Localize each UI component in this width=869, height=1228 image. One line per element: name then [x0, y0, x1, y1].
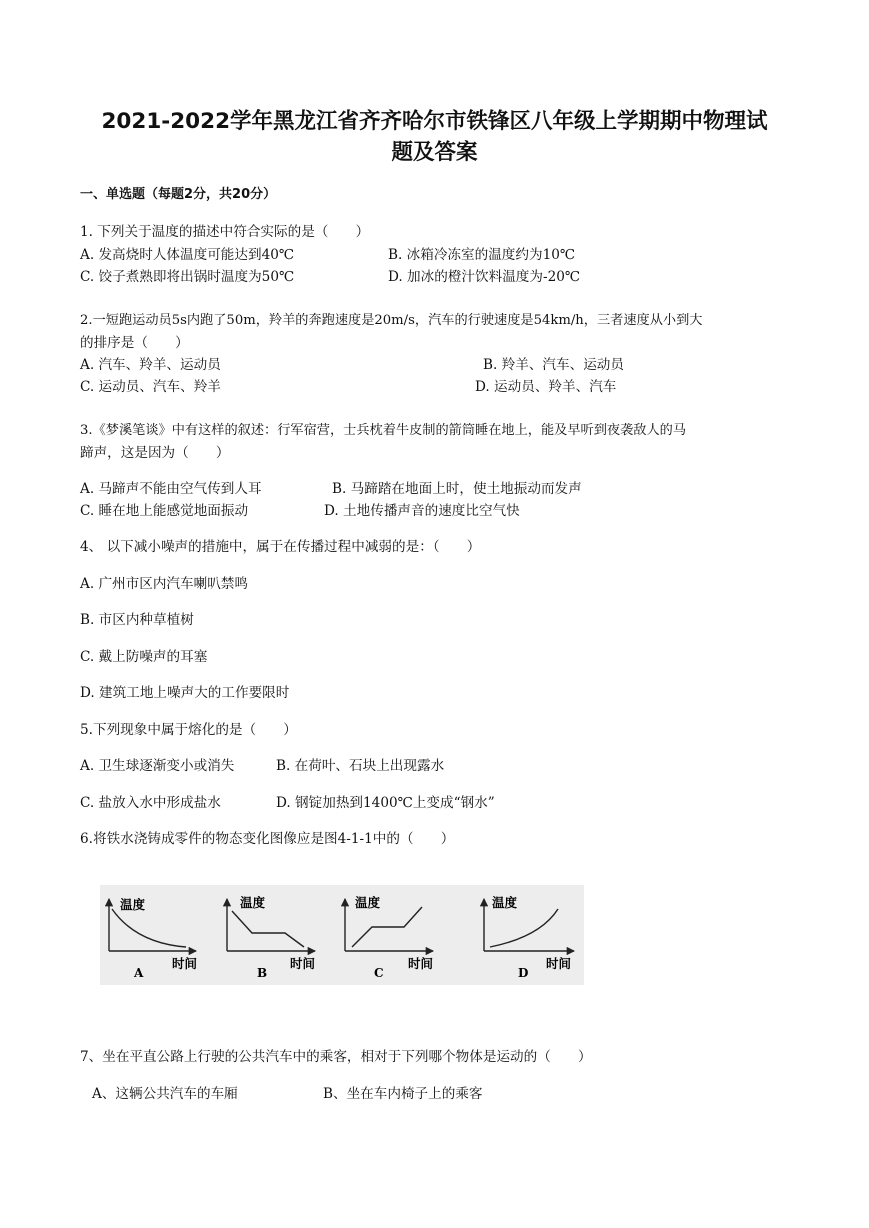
q4-option-b: B. 市区内种草植树 [80, 612, 194, 628]
section-heading: 一、单选题（每题2分，共20分） [80, 187, 277, 202]
q2-option-b: B. 羚羊、汽车、运动员 [483, 357, 624, 373]
panel-c-y-label: 温度 [355, 895, 381, 910]
q3-stem-line-1: 3.《梦溪笔谈》中有这样的叙述：行军宿营，士兵枕着牛皮制的箭筒睡在地上，能及早听到夜袭敌人的马 [80, 423, 687, 438]
q3-stem-line-2: 蹄声，这是因为（ ） [80, 445, 230, 461]
panel-d-letter: D [518, 966, 529, 980]
q4-option-d: D. 建筑工地上噪声大的工作要限时 [80, 685, 290, 701]
q4-option-a: A. 广州市区内汽车喇叭禁鸣 [80, 576, 248, 592]
q3-option-d: D. 土地传播声音的速度比空气快 [324, 503, 520, 519]
panel-c-x-label: 时间 [408, 956, 434, 971]
q1-option-c: C. 饺子煮熟即将出锅时温度为50℃ [80, 269, 295, 285]
q5-option-d: D. 钢锭加热到1400℃上变成“钢水” [276, 795, 495, 811]
panel-c-letter: C [374, 966, 384, 980]
q5-option-c: C. 盐放入水中形成盐水 [80, 795, 221, 811]
q2-option-d: D. 运动员、羚羊、汽车 [475, 379, 617, 395]
q1-stem: 1. 下列关于温度的描述中符合实际的是（ ） [80, 224, 370, 240]
q5-option-a: A. 卫生球逐渐变小或消失 [80, 758, 235, 774]
q3-option-a: A. 马蹄声不能由空气传到人耳 [80, 481, 262, 497]
q2-stem-line-2: 的排序是（ ） [80, 335, 189, 351]
panel-d-x-label: 时间 [546, 956, 572, 971]
q5-stem: 5.下列现象中属于熔化的是（ ） [80, 722, 297, 738]
temperature-time-graphs-figure [100, 885, 584, 985]
q2-stem-line-1: 2.一短跑运动员5s内跑了50m，羚羊的奔跑速度是20m/s，汽车的行驶速度是54km/h，三者速度从小到大 [80, 313, 703, 328]
document-title [60, 106, 809, 168]
graphs-svg [100, 885, 584, 985]
q1-option-d: D. 加冰的橙汁饮料温度为-20℃ [388, 269, 581, 285]
panel-a-letter: A [134, 966, 144, 980]
title-line-1: 2021-2022学年黑龙江省齐齐哈尔市铁锋区八年级上学期期中物理试 [101, 109, 768, 134]
q3-option-c: C. 睡在地上能感觉地面振动 [80, 503, 249, 519]
q5-option-b: B. 在荷叶、石块上出现露水 [276, 758, 445, 774]
panel-a-x-label: 时间 [172, 956, 198, 971]
title-line-2: 题及答案 [391, 140, 478, 165]
q7-option-a: A、这辆公共汽车的车厢 [92, 1086, 238, 1102]
q4-stem: 4、 以下减小噪声的措施中，属于在传播过程中减弱的是：（ ） [80, 539, 481, 555]
q6-stem: 6.将铁水浇铸成零件的物态变化图像应是图4-1-1中的（ ） [80, 831, 455, 847]
q4-option-c: C. 戴上防噪声的耳塞 [80, 649, 208, 665]
q2-option-a: A. 汽车、羚羊、运动员 [80, 357, 221, 373]
panel-b-letter: B [257, 966, 268, 980]
q2-option-c: C. 运动员、汽车、羚羊 [80, 379, 221, 395]
q1-option-a: A. 发高烧时人体温度可能达到40℃ [80, 247, 295, 263]
panel-b-y-label: 温度 [240, 895, 266, 910]
q7-option-b: B、坐在车内椅子上的乘客 [323, 1086, 483, 1102]
panel-d-y-label: 温度 [492, 895, 518, 910]
q1-option-b: B. 冰箱冷冻室的温度约为10℃ [388, 247, 576, 263]
panel-a-y-label: 温度 [120, 897, 146, 912]
q7-stem: 7、坐在平直公路上行驶的公共汽车中的乘客，相对于下列哪个物体是运动的（ ） [80, 1049, 592, 1065]
q3-option-b: B. 马蹄踏在地面上时，使土地振动而发声 [332, 481, 582, 497]
panel-b-x-label: 时间 [290, 956, 316, 971]
